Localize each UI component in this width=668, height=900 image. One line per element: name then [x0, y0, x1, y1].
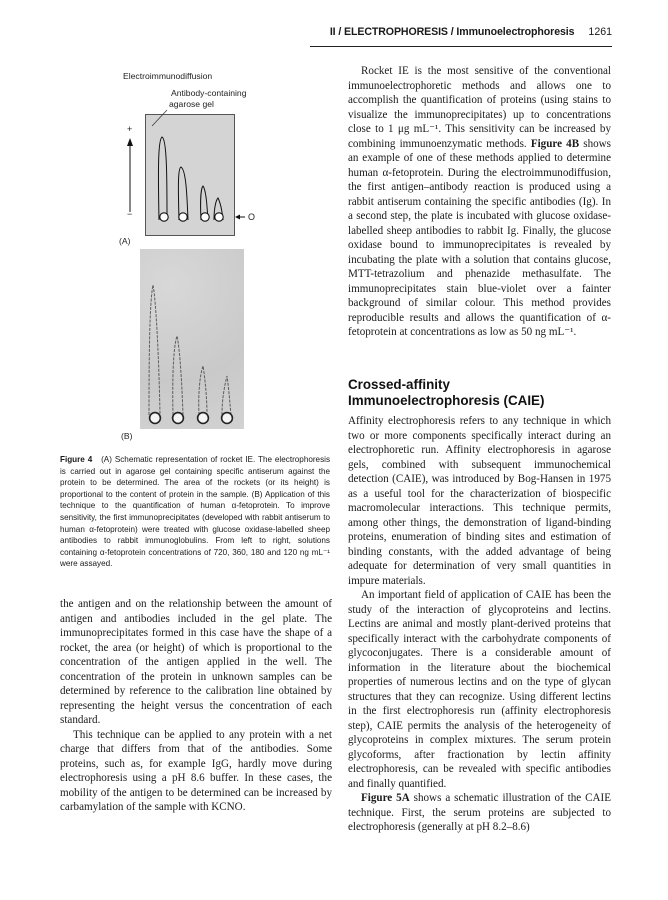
body-paragraph: This technique can be applied to any protein with a net charge that differs from that of the antibodies. Some proteins, such as, for example IgG, hardly move during electrophoresis using a pH 8.6 buffer. In these cases, the mobility of the antigen to be determined can be increased by carbamylation of the sample with KCNO. [60, 728, 332, 813]
section-heading-line2: Immunoelectrophoresis (CAIE) [348, 393, 545, 408]
panel-b-label: (B) [121, 431, 133, 441]
caption-label: Figure 4 [60, 455, 93, 464]
gel-label-line1: Antibody-containing [171, 88, 247, 98]
figure-reference-link[interactable]: Figure 4B [530, 137, 580, 150]
running-title: II / ELECTROPHORESIS / Immunoelectrophoresis [329, 26, 575, 38]
text-run: Rocket IE is the most sensitive of the conventional immunoelectrophoretic methods and allows one to accomplish the quantification of proteins (using stains to visualize the immunoprecipitates) up to concentrations close to 1 μg mL⁻¹. This sensitivity can be increased by combining immunoenzymatic methods. [348, 65, 611, 150]
plus-sign: + [127, 124, 133, 134]
section-heading [348, 377, 611, 409]
body-paragraph [348, 64, 611, 340]
caption-text: (A) Schematic representation of rocket IE. The electrophoresis is carried out in agarose gel containing specific antiserum against the protein to be determined. The area of the rockets (or its height) is proportional to the content of protein in the sample. (B) Application of this technique to the quantification of human α-fetoprotein. To improve sensitivity, the first immunoprecipitates (developed with rabbit antiserum to human α-fetoprotein) were treated with glucose oxidase-labelled sheep antibodies to rabbit immunoglobulins. From left to right, solutions containing α-fetoprotein concentrations of 720, 360, 180 and 120 ng mL⁻¹ were assayed. [60, 455, 331, 569]
right-column-bottom [348, 414, 611, 835]
panel-a-label: (A) [119, 236, 131, 246]
figure-reference-link[interactable]: Figure 5A [361, 792, 410, 804]
body-paragraph [348, 791, 611, 835]
left-column [60, 597, 332, 815]
page-number: 1261 [588, 26, 612, 38]
text-run: shows a schematic illustration of the CAIE technique. First, the serum proteins are subjected to electrophoresis (generally at pH 8.2–8.6) [348, 792, 611, 833]
gel-label-line2: agarose gel [169, 99, 214, 109]
right-column-top [348, 64, 611, 340]
text-run: shows an example of one of these methods applied to determine human α-fetoprotein. During the electroimmunodiffusion, the first antigen–antibody reaction is produced using a rabbit antiserum containing the specific antibodies (Ig). In a second step, the plate is incubated with glucose oxidase-labelled sheep antibodies to rabbit Ig. Finally, the glucose oxidase bound to immunoprecipitates is revealed by incubating the plate with a solution that contains glucose, MTT-tetrazolium and phenazide methasulfate. The immunoprecipitates stain blue-violet over a fainter background of similar colour. This method provides reproducible results and allows the quantification of α-fetoprotein at concentrations as low as 50 ng mL⁻¹. [348, 137, 612, 338]
body-paragraph: the antigen and on the relationship between the amount of antigen and antibodies included in the gel plate. The immunoprecipitates formed in this case have the shape of a rocket, the area (or height) of which is proportional to the concentration of the antigen applied in the well. The concentration of the protein in unknown samples can be determined by reference to the calibration line obtained by representing the height versus the concentration of each standard. [60, 598, 332, 726]
panel-a-title: Electroimmunodiffusion [123, 71, 213, 81]
figure-caption [60, 454, 330, 570]
body-paragraph: Affinity electrophoresis refers to any technique in which two or more components specifically interact during an electrophoretic run. Affinity electrophoresis in agarose gels, combined with subsequent immunochemical detection (CAIE), was introduced by Bog-Hansen in 1975 as a useful tool for the characterization of biospecific macromolecular interactions. This technique permits, among other things, the demonstration of ligand-binding proteins, enumeration of binding sites and estimation of binding constants, with the added advantage of being adequate for determination of very small quantities in impure materials. [348, 415, 611, 587]
body-paragraph: An important field of application of CAIE has been the study of the interaction of glycoproteins and lectins. Lectins are animal and mostly plant-derived proteins that specifically interact with the carbohydrate components of glycoconjugates. There is a considerable amount of information in the literature about the biochemical properties of numerous lectins and on the type of glycan structures that they can recognize. Using different lectins in the first electrophoresis run (affinity electrophoresis step), CAIE permits the analysis of the heterogeneity of glycoproteins in complex mixtures. The serum protein glycoforms, after fractionation by lectin affinity electrophoresis, can be revealed with specific antibodies and finally quantified. [348, 589, 611, 790]
section-heading-line1: Crossed-affinity [348, 377, 450, 392]
origin-label: O [248, 212, 256, 222]
minus-sign: − [127, 209, 133, 219]
